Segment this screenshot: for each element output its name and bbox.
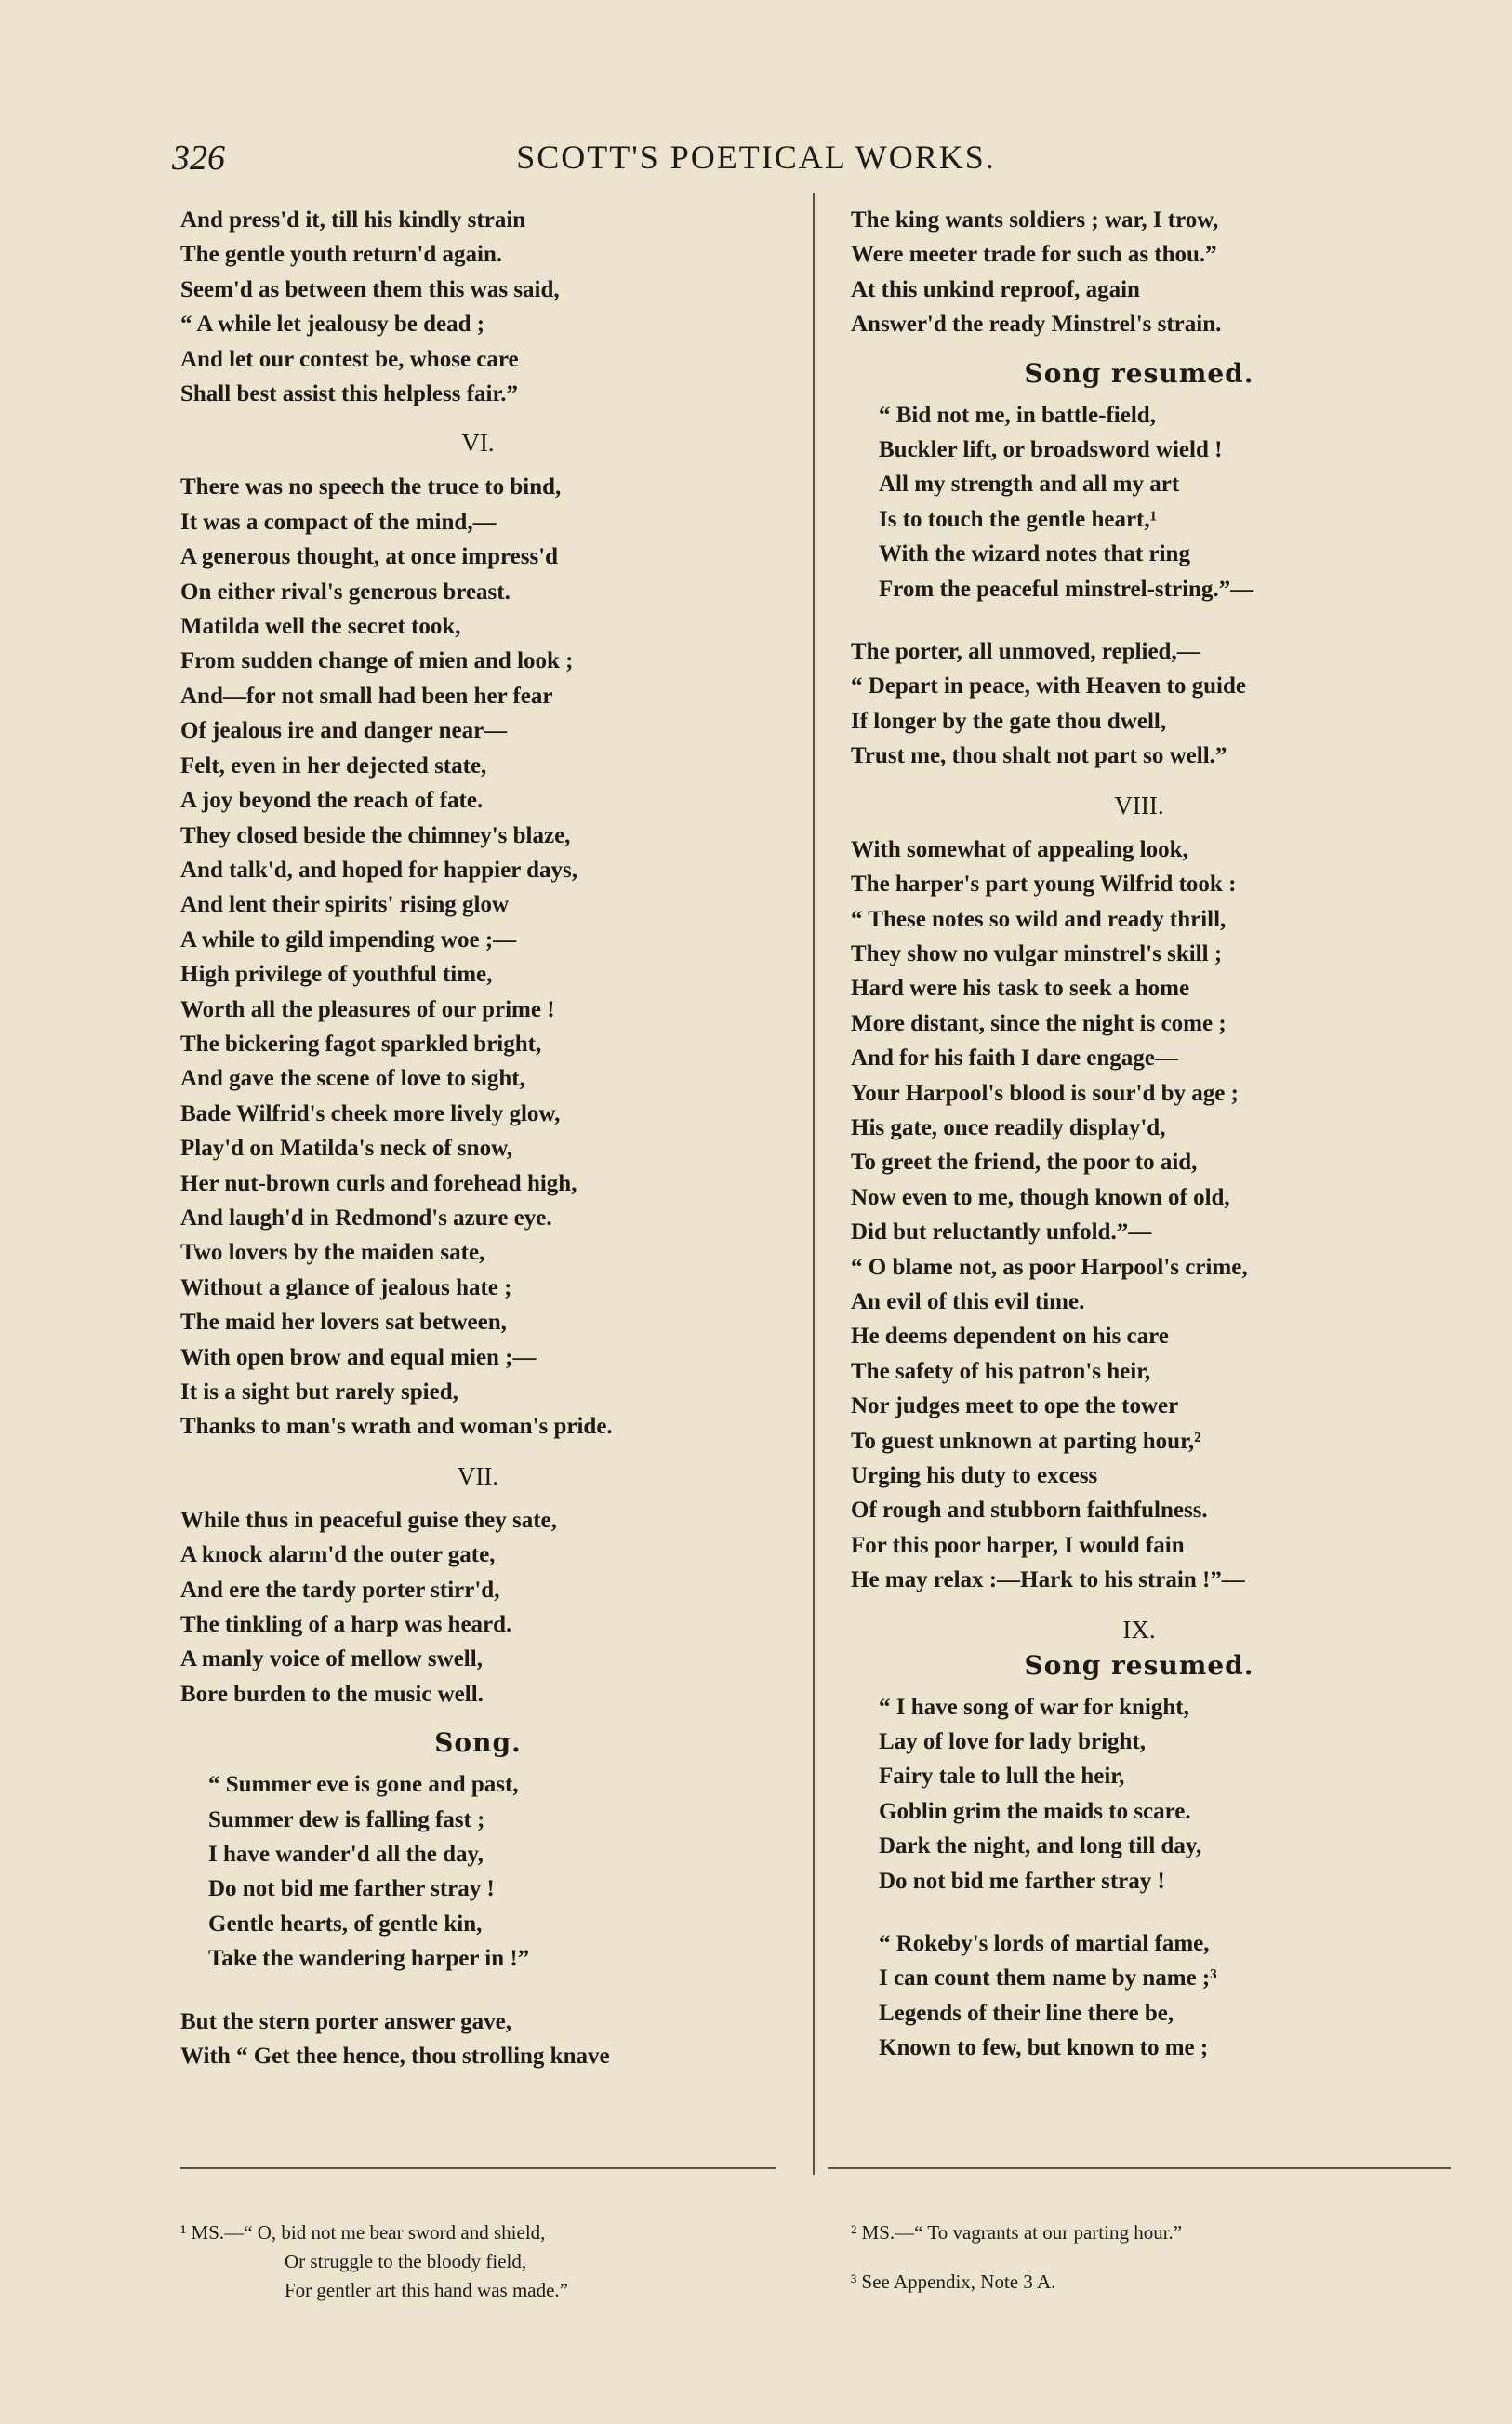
verse-line: Bore burden to the music well.	[180, 1681, 484, 1707]
stanza-vi	[180, 470, 776, 1444]
heading-vi: VI.	[461, 429, 495, 458]
verse-line: The bickering fagot sparkled bright,	[180, 1031, 542, 1057]
footnote-rule-left	[180, 2167, 776, 2169]
song-lines	[180, 1767, 776, 1976]
verse-line: The safety of his patron's heir,	[851, 1358, 1151, 1384]
left-column	[180, 203, 776, 2074]
verse-line: Hard were his task to seek a home	[851, 976, 1190, 1002]
verse-line: All my strength and all my art	[879, 472, 1180, 498]
verse-line: Shall best assist this helpless fair.”	[180, 381, 519, 407]
verse-line: They show no vulgar minstrel's skill ;	[851, 940, 1223, 966]
verse-line: With “ Get thee hence, thou strolling knave	[180, 2044, 610, 2070]
verse-line: “ I have song of war for knight,	[879, 1694, 1189, 1720]
verse-line: More distant, since the night is come ;	[851, 1010, 1227, 1036]
verse-line: “ O blame not, as poor Harpool's crime,	[851, 1254, 1248, 1280]
verse-line: A generous thought, at once impress'd	[180, 544, 559, 570]
verse-line: Known to few, but known to me ;	[879, 2035, 1209, 2061]
verse-line: A manly voice of mellow swell,	[180, 1646, 483, 1672]
verse-line: I have wander'd all the day,	[208, 1842, 484, 1868]
verse-line: The maid her lovers sat between,	[180, 1310, 507, 1336]
verse-line: With somewhat of appealing look,	[851, 836, 1188, 862]
verse-line: He deems dependent on his care	[851, 1324, 1169, 1350]
verse-line: The king wants soldiers ; war, I trow,	[851, 207, 1219, 233]
verse-line: And press'd it, till his kindly strain	[180, 207, 526, 233]
verse-line: Do not bid me farther stray !	[208, 1876, 495, 1902]
verse-line: A while to gild impending woe ;—	[180, 926, 517, 952]
verse-line: Bade Wilfrid's cheek more lively glow,	[180, 1100, 561, 1126]
footnote-3: ³ See Appendix, Note 3 A.	[851, 2271, 1056, 2293]
stanza-vii-continuation	[851, 203, 1427, 342]
verse-line: Gentle hearts, of gentle kin,	[208, 1911, 483, 1937]
verse-line: Did but reluctantly unfold.”—	[851, 1219, 1152, 1245]
porter-reply	[851, 634, 1427, 774]
verse-line: Goblin grim the maids to scare.	[879, 1798, 1191, 1824]
stanza-viii	[851, 832, 1427, 1598]
verse-line: And laugh'd in Redmond's azure eye.	[180, 1205, 552, 1231]
verse-line: High privilege of youthful time,	[180, 962, 493, 988]
verse-line: It is a sight but rarely spied,	[180, 1379, 458, 1405]
verse-line: Legends of their line there be,	[879, 2000, 1174, 2026]
verse-line: The porter, all unmoved, replied,—	[851, 639, 1200, 665]
verse-line: If longer by the gate thou dwell,	[851, 708, 1167, 734]
verse-line: Worth all the pleasures of our prime !	[180, 996, 555, 1022]
verse-line: Thanks to man's wrath and woman's pride.	[180, 1414, 613, 1440]
verse-line: “ These notes so wild and ready thrill,	[851, 906, 1227, 932]
verse-line: Summer dew is falling fast ;	[208, 1806, 485, 1832]
verse-line: Nor judges meet to ope the tower	[851, 1393, 1179, 1419]
footnote-1-line-2: Or struggle to the bloody field,	[285, 2250, 527, 2272]
verse-line: The gentle youth return'd again.	[180, 242, 503, 268]
verse-line: “ Rokeby's lords of martial fame,	[879, 1931, 1210, 1957]
verse-line: And talk'd, and hoped for happier days,	[180, 857, 578, 883]
verse-line: Trust me, thou shalt not part so well.”	[851, 743, 1227, 769]
verse-line: For this poor harper, I would fain	[851, 1532, 1185, 1558]
verse-line: Of rough and stubborn faithfulness.	[851, 1498, 1208, 1524]
verse-line: “ Bid not me, in battle-field,	[879, 402, 1156, 428]
verse-line: Lay of love for lady bright,	[879, 1729, 1147, 1755]
right-column	[851, 203, 1427, 2066]
verse-line: “ A while let jealousy be dead ;	[180, 312, 485, 338]
verse-line: Felt, even in her dejected state,	[180, 753, 487, 779]
verse-line: Her nut-brown curls and forehead high,	[180, 1170, 577, 1196]
verse-line: Is to touch the gentle heart,¹	[879, 506, 1158, 532]
song-resumed-heading-2: Song resumed.	[1024, 1649, 1254, 1681]
verse-line: I can count them name by name ;³	[879, 1965, 1217, 1991]
footnote-1-line-1: ¹ MS.—“ O, bid not me bear sword and shield,	[180, 2221, 546, 2244]
song-resumed-lines-1	[851, 398, 1427, 606]
verse-line: A knock alarm'd the outer gate,	[180, 1542, 496, 1568]
verse-line: Matilda well the secret took,	[180, 614, 461, 640]
verse-line: There was no speech the truce to bind,	[180, 474, 562, 500]
verse-line: Two lovers by the maiden sate,	[180, 1240, 485, 1266]
after-song-lines	[180, 2004, 776, 2074]
verse-line: Fairy tale to lull the heir,	[879, 1764, 1125, 1790]
footnote-2: ² MS.—“ To vagrants at our parting hour.”	[851, 2221, 1183, 2244]
verse-line: His gate, once readily display'd,	[851, 1114, 1166, 1140]
verse-line: And—for not small had been her fear	[180, 683, 553, 709]
heading-viii: VIII.	[1114, 791, 1164, 819]
verse-line: To greet the friend, the poor to aid,	[851, 1150, 1198, 1176]
verse-line: At this unkind reproof, again	[851, 276, 1140, 302]
page-number: 326	[172, 139, 225, 178]
verse-line: With open brow and equal mien ;—	[180, 1344, 537, 1370]
verse-line: Buckler lift, or broadsword wield !	[879, 437, 1223, 463]
verse-line: A joy beyond the reach of fate.	[180, 788, 484, 814]
verse-line: Seem'd as between them this was said,	[180, 276, 560, 302]
footnote-1-line-3: For gentler art this hand was made.”	[285, 2279, 568, 2301]
verse-line: Do not bid me farther stray !	[879, 1868, 1165, 1894]
verse-line: The tinkling of a harp was heard.	[180, 1612, 512, 1638]
verse-line: Were meeter trade for such as thou.”	[851, 242, 1217, 268]
footnotes-left	[180, 2218, 568, 2305]
verse-line: He may relax :—Hark to his strain !”—	[851, 1567, 1245, 1593]
verse-line: The harper's part young Wilfrid took :	[851, 872, 1237, 898]
song-resumed-lines-2a	[851, 1690, 1427, 1898]
song-resumed-lines-2b	[851, 1926, 1427, 2066]
heading-ix: IX.	[1122, 1615, 1156, 1644]
verse-line: To guest unknown at parting hour,²	[851, 1428, 1201, 1454]
verse-line: It was a compact of the mind,—	[180, 509, 497, 535]
verse-line: Dark the night, and long till day,	[879, 1833, 1202, 1859]
verse-line: Now even to me, though known of old,	[851, 1184, 1230, 1210]
stanza-v-continuation	[180, 203, 776, 411]
song-heading: Song.	[434, 1727, 522, 1759]
verse-line: And gave the scene of love to sight,	[180, 1066, 525, 1092]
verse-line: Play'd on Matilda's neck of snow,	[180, 1136, 512, 1162]
verse-line: Take the wandering harper in !”	[208, 1946, 530, 1972]
verse-line: While thus in peaceful guise they sate,	[180, 1507, 557, 1533]
verse-line: With the wizard notes that ring	[879, 541, 1190, 567]
heading-vii: VII.	[457, 1461, 499, 1490]
footnote-rule-right	[828, 2167, 1451, 2169]
verse-line: From sudden change of mien and look ;	[180, 648, 574, 674]
verse-line: And lent their spirits' rising glow	[180, 892, 510, 918]
verse-line: And let our contest be, whose care	[180, 346, 519, 372]
verse-line: On either rival's generous breast.	[180, 579, 511, 605]
verse-line: They closed beside the chimney's blaze,	[180, 822, 571, 848]
verse-line: Your Harpool's blood is sour'd by age ;	[851, 1080, 1239, 1106]
verse-line: An evil of this evil time.	[851, 1288, 1085, 1314]
stanza-vii	[180, 1503, 776, 1711]
running-title: SCOTT'S POETICAL WORKS.	[516, 139, 996, 176]
verse-line: “ Summer eve is gone and past,	[208, 1772, 519, 1798]
song-resumed-heading-1: Song resumed.	[1024, 357, 1254, 389]
verse-line: Of jealous ire and danger near—	[180, 718, 508, 744]
verse-line: “ Depart in peace, with Heaven to guide	[851, 673, 1246, 699]
verse-line: And ere the tardy porter stirr'd,	[180, 1577, 500, 1603]
footnotes-right	[851, 2218, 1182, 2297]
verse-line: And for his faith I dare engage—	[851, 1046, 1178, 1072]
verse-line: Answer'd the ready Minstrel's strain.	[851, 312, 1222, 338]
verse-line: But the stern porter answer gave,	[180, 2008, 511, 2034]
verse-line: Without a glance of jealous hate ;	[180, 1274, 512, 1300]
verse-line: From the peaceful minstrel-string.”—	[879, 576, 1254, 602]
verse-line: Urging his duty to excess	[851, 1463, 1098, 1488]
column-divider	[813, 193, 815, 2175]
